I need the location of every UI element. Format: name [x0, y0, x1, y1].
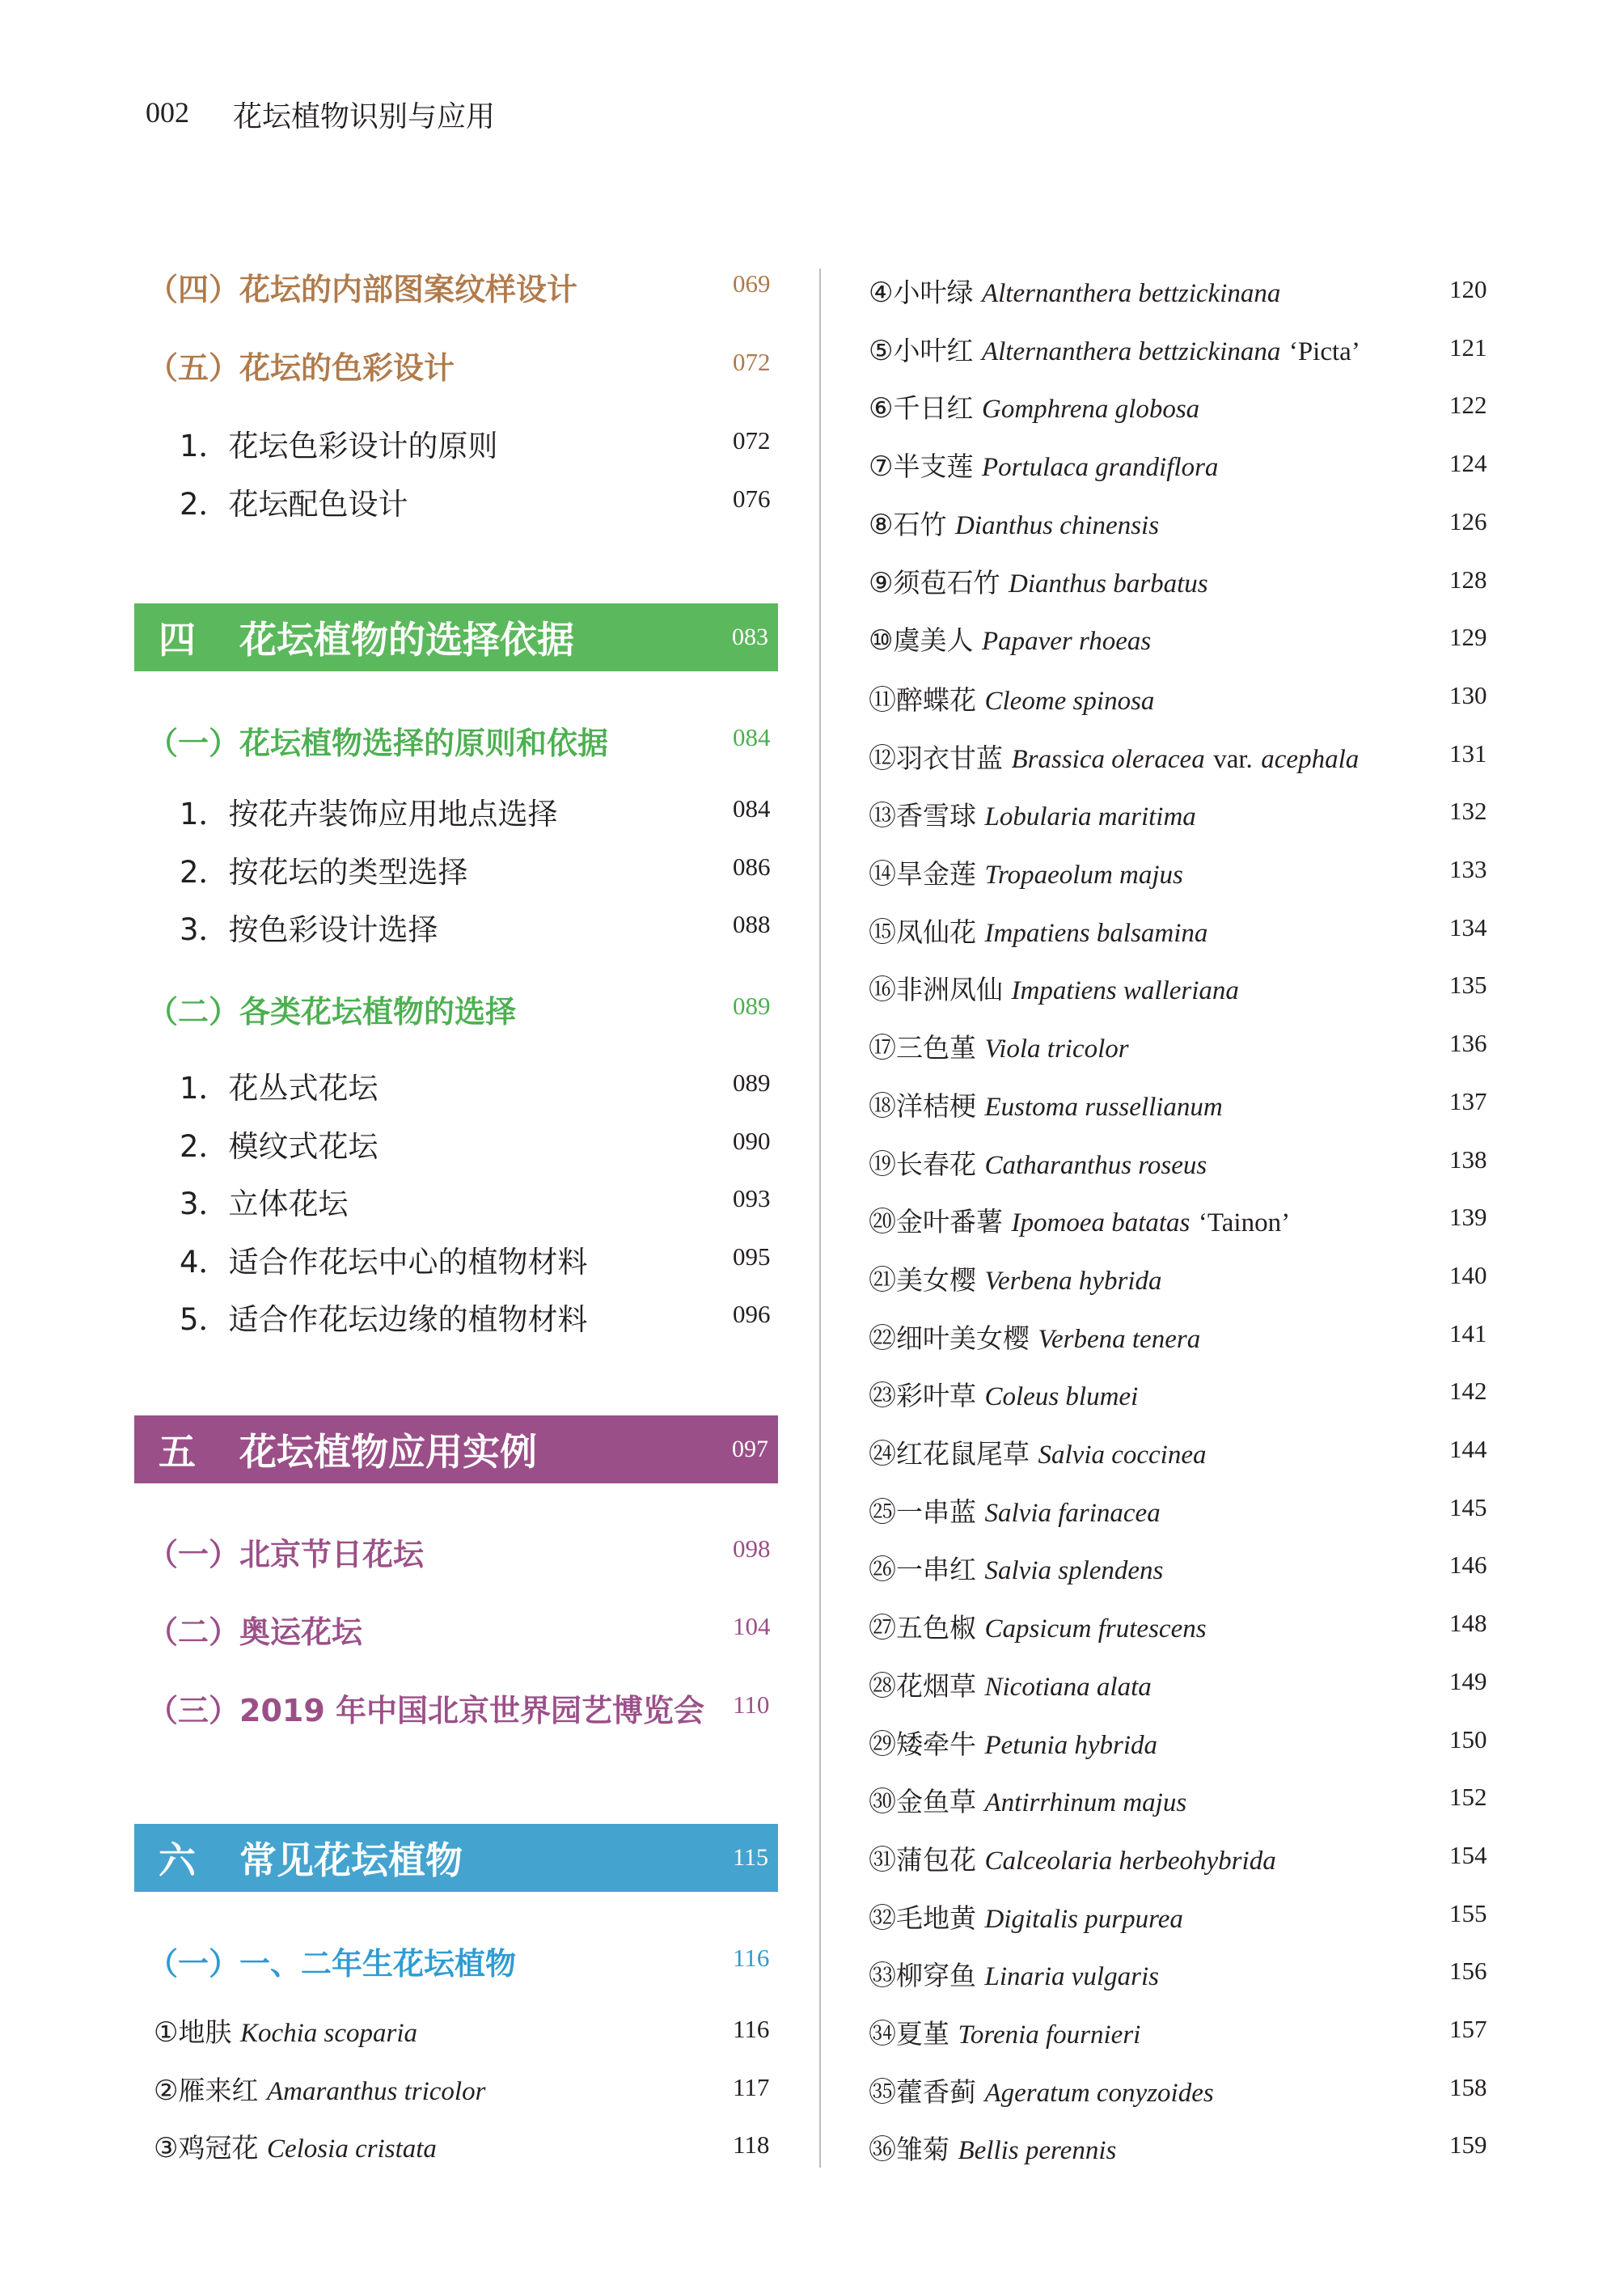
- plant-entry[interactable]: [869, 330, 1360, 368]
- plant-page: 126: [1449, 507, 1487, 535]
- section-title: 花坛植物的选择依据: [239, 618, 574, 662]
- plant-entry[interactable]: [869, 562, 1208, 600]
- toc-heading-page: 069: [733, 269, 771, 298]
- chinese-name: 地肤: [178, 2016, 232, 2048]
- chinese-name: 美女樱: [896, 1264, 976, 1296]
- plant-entry[interactable]: [869, 504, 1159, 542]
- toc-heading[interactable]: （一）花坛植物选择的原则和依据: [147, 726, 609, 761]
- plant-entry[interactable]: [869, 1779, 1186, 1819]
- plant-entry[interactable]: [869, 2127, 1116, 2167]
- latin-name: Coleus blumei: [984, 1382, 1139, 1411]
- plant-entry[interactable]: [154, 2070, 485, 2108]
- plant-entry[interactable]: [869, 910, 1207, 950]
- entry-number: ㉙: [869, 1728, 896, 1761]
- chinese-name: 凤仙花: [896, 916, 976, 948]
- toc-item[interactable]: 3．立体花坛: [180, 1187, 349, 1221]
- toc-heading-page: 084: [733, 723, 771, 751]
- entry-number: ⑦: [869, 451, 894, 483]
- plant-entry[interactable]: [869, 1199, 1290, 1239]
- plant-page: 121: [1449, 333, 1487, 362]
- toc-heading[interactable]: （三）2019 年中国北京世界园艺博览会: [147, 1693, 704, 1728]
- chinese-name: 旱金莲: [896, 858, 976, 890]
- latin-name: Portulaca grandiflora: [981, 453, 1219, 482]
- toc-item[interactable]: 3．按色彩设计选择: [180, 912, 438, 947]
- chinese-name: 非洲凤仙: [896, 974, 1003, 1005]
- latin-name: Ageratum conyzoides: [984, 2079, 1214, 2108]
- plant-page: 131: [1449, 739, 1487, 768]
- plant-page: 118: [733, 2130, 770, 2159]
- plant-page: 124: [1449, 449, 1487, 477]
- latin-name: Celosia cristata: [266, 2134, 437, 2164]
- chinese-name: 洋桔梗: [896, 1090, 976, 1122]
- entry-number: ⑧: [869, 509, 894, 541]
- latin-name: Impatiens balsamina: [984, 919, 1208, 948]
- plant-page: 139: [1449, 1203, 1487, 1231]
- chinese-name: 一串蓝: [896, 1496, 976, 1528]
- entry-number: ①: [154, 2016, 179, 2049]
- plant-page: 117: [733, 2073, 770, 2101]
- toc-item[interactable]: 2．按花坛的类型选择: [180, 855, 468, 890]
- entry-number: ⑫: [869, 742, 896, 775]
- entry-number: ②: [154, 2075, 179, 2107]
- toc-item-page: 089: [733, 1068, 771, 1097]
- entry-number: ⑬: [869, 800, 896, 832]
- latin-qualifier: var.: [1213, 745, 1253, 774]
- chinese-name: 羽衣甘蓝: [896, 742, 1003, 774]
- plant-page: 137: [1449, 1087, 1487, 1115]
- toc-item[interactable]: 1．花坛色彩设计的原则: [180, 429, 498, 463]
- plant-entry[interactable]: [869, 2012, 1140, 2051]
- entry-number: ㉔: [869, 1438, 896, 1470]
- latin-name: Kochia scoparia: [239, 2019, 418, 2048]
- plant-page: 159: [1449, 2130, 1487, 2159]
- plant-entry[interactable]: [869, 446, 1218, 484]
- entry-number: ⑳: [869, 1206, 896, 1238]
- chinese-name: 细叶美女樱: [896, 1322, 1030, 1354]
- entry-number: ㉟: [869, 2076, 896, 2109]
- plant-page: 141: [1449, 1319, 1487, 1347]
- toc-heading[interactable]: （五）花坛的色彩设计: [147, 350, 455, 386]
- chinese-name: 蒲包花: [896, 1844, 976, 1876]
- plant-entry[interactable]: [869, 793, 1196, 833]
- chinese-name: 虞美人: [893, 624, 974, 656]
- chinese-name: 五色椒: [896, 1612, 976, 1644]
- toc-heading[interactable]: （一）一、二年生花坛植物: [147, 1946, 517, 1982]
- latin-name: Cleome spinosa: [984, 687, 1155, 716]
- plant-page: 133: [1449, 855, 1487, 883]
- entry-number: ⑱: [869, 1090, 896, 1123]
- plant-entry[interactable]: [869, 736, 1359, 776]
- book-title: 花坛植物识别与应用: [233, 100, 496, 133]
- entry-number: ⑮: [869, 916, 896, 949]
- latin-name: Tropaeolum majus: [984, 861, 1183, 890]
- plant-entry[interactable]: [869, 852, 1183, 891]
- plant-page: 150: [1449, 1725, 1487, 1754]
- plant-entry[interactable]: [154, 2127, 437, 2165]
- toc-item-page: 096: [733, 1300, 771, 1328]
- toc-heading-page: 089: [733, 992, 771, 1020]
- plant-page: 130: [1449, 681, 1487, 709]
- latin-name: Verbena tenera: [1038, 1325, 1201, 1354]
- plant-entry[interactable]: [869, 387, 1199, 425]
- plant-entry[interactable]: [869, 1432, 1207, 1471]
- latin-name: Catharanthus roseus: [984, 1151, 1207, 1180]
- chinese-name: 醉蝶花: [896, 684, 976, 716]
- toc-item[interactable]: 1．花丛式花坛: [180, 1071, 379, 1106]
- entry-number: ④: [869, 277, 894, 309]
- toc-heading[interactable]: （二）奥运花坛: [147, 1614, 363, 1650]
- plant-page: 156: [1449, 1957, 1487, 1985]
- latin-name: Ipomoea batatas: [1011, 1208, 1191, 1237]
- toc-item-page: 076: [733, 484, 771, 513]
- section-title: 常见花坛植物: [239, 1838, 463, 1882]
- latin-name: Linaria vulgaris: [984, 1962, 1159, 1991]
- chinese-name: 藿香蓟: [896, 2076, 976, 2108]
- plant-page: 116: [733, 2015, 770, 2043]
- entry-number: ⑥: [869, 392, 894, 425]
- toc-item-page: 090: [733, 1127, 771, 1155]
- plant-entry[interactable]: [154, 2012, 417, 2050]
- toc-item-page: 072: [733, 426, 771, 455]
- plant-page: 122: [1449, 391, 1487, 419]
- plant-page: 158: [1449, 2073, 1487, 2101]
- latin-name: Bellis perennis: [958, 2136, 1117, 2165]
- latin-name: Brassica oleracea: [1011, 745, 1205, 774]
- chinese-name: 彩叶草: [896, 1380, 976, 1411]
- entry-number: ㊱: [869, 2134, 896, 2166]
- latin-name: Alternanthera bettzickinana: [981, 279, 1281, 308]
- latin-name: Dianthus chinensis: [954, 511, 1160, 540]
- entry-number: ㉘: [869, 1670, 896, 1703]
- toc-heading[interactable]: （一）北京节日花坛: [147, 1537, 425, 1572]
- latin-name: Lobularia maritima: [984, 802, 1196, 831]
- plant-page: 144: [1449, 1435, 1487, 1463]
- toc-heading[interactable]: （四）花坛的内部图案纹样设计: [147, 272, 578, 307]
- toc-item[interactable]: 5．适合作花坛边缘的植物材料: [180, 1302, 588, 1337]
- entry-number: ㉗: [869, 1612, 896, 1644]
- section-number: 六: [159, 1838, 196, 1882]
- plant-page: 134: [1449, 913, 1487, 941]
- chinese-name: 金叶番薯: [896, 1206, 1003, 1237]
- latin-name: Salvia splendens: [984, 1556, 1164, 1585]
- plant-entry[interactable]: [869, 272, 1280, 310]
- latin-name: Impatiens walleriana: [1011, 976, 1239, 1005]
- entry-number: ㉕: [869, 1496, 896, 1529]
- entry-number: ㉛: [869, 1844, 896, 1876]
- plant-entry[interactable]: [869, 1896, 1183, 1936]
- chinese-name: 千日红: [893, 392, 974, 424]
- toc-heading-page: 104: [733, 1612, 771, 1640]
- plant-page: 155: [1449, 1899, 1487, 1927]
- plant-page: 149: [1449, 1667, 1487, 1695]
- latin-qualifier: ‘Picta’: [1288, 337, 1360, 366]
- latin-name: Calceolaria herbeohybrida: [984, 1847, 1276, 1876]
- entry-number: ㉖: [869, 1554, 896, 1586]
- plant-page: 136: [1449, 1029, 1487, 1057]
- chinese-name: 雏菊: [896, 2134, 949, 2165]
- toc-item-page: 084: [733, 794, 771, 823]
- plant-page: 129: [1449, 623, 1487, 651]
- plant-page: 132: [1449, 797, 1487, 825]
- latin-name: Nicotiana alata: [984, 1673, 1152, 1702]
- latin-name: Salvia farinacea: [984, 1499, 1161, 1528]
- toc-heading[interactable]: （二）各类花坛植物的选择: [147, 994, 517, 1030]
- latin-name: Torenia fournieri: [958, 2020, 1141, 2050]
- latin-name: Salvia coccinea: [1038, 1441, 1207, 1470]
- toc-item[interactable]: 2．花坛配色设计: [180, 487, 408, 522]
- plant-entry[interactable]: [869, 2070, 1214, 2109]
- chinese-name: 一串红: [896, 1554, 976, 1585]
- chinese-name: 雁来红: [178, 2075, 259, 2106]
- chinese-name: 柳穿鱼: [896, 1960, 976, 1991]
- latin-name: Gomphrena globosa: [981, 395, 1200, 424]
- entry-number: ⑯: [869, 974, 896, 1006]
- toc-item[interactable]: 1．按花卉装饰应用地点选择: [180, 797, 558, 831]
- plant-page: 154: [1449, 1841, 1487, 1869]
- toc-heading-page: 098: [733, 1534, 771, 1563]
- latin-name: Eustoma russellianum: [984, 1093, 1223, 1122]
- entry-number: ㉓: [869, 1380, 896, 1412]
- chinese-name: 花烟草: [896, 1670, 976, 1702]
- latin-qualifier: ‘Tainon’: [1198, 1208, 1291, 1237]
- entry-number: ⑰: [869, 1032, 896, 1064]
- entry-number: ㉚: [869, 1786, 896, 1818]
- latin-name-epithet: acephala: [1261, 745, 1360, 774]
- toc-item-page: 093: [733, 1184, 771, 1212]
- toc-item-page: 088: [733, 910, 771, 938]
- latin-name: Alternanthera bettzickinana: [981, 337, 1281, 366]
- plant-page: 135: [1449, 971, 1487, 999]
- entry-number: ㉒: [869, 1322, 896, 1355]
- entry-number: ⑨: [869, 567, 894, 599]
- chinese-name: 鸡冠花: [178, 2132, 259, 2164]
- toc-heading-page: 116: [733, 1944, 770, 1972]
- latin-name: Digitalis purpurea: [984, 1905, 1183, 1934]
- plant-entry[interactable]: [869, 1953, 1159, 1993]
- entry-number: ㉜: [869, 1902, 896, 1935]
- plant-page: 146: [1449, 1551, 1487, 1579]
- section-page: 115: [733, 1844, 768, 1871]
- chinese-name: 红花鼠尾草: [896, 1438, 1030, 1470]
- plant-entry[interactable]: [869, 1373, 1138, 1413]
- entry-number: ㉑: [869, 1264, 896, 1297]
- section-page: 097: [732, 1436, 768, 1462]
- chinese-name: 小叶绿: [893, 277, 974, 308]
- chinese-name: 小叶红: [893, 335, 974, 366]
- plant-entry[interactable]: [869, 620, 1151, 658]
- plant-entry[interactable]: [869, 1722, 1157, 1762]
- plant-entry[interactable]: [869, 1142, 1207, 1182]
- toc-item[interactable]: 2．模纹式花坛: [180, 1129, 379, 1164]
- latin-name: Capsicum frutescens: [984, 1614, 1207, 1644]
- plant-entry[interactable]: [869, 678, 1154, 717]
- plant-page: 157: [1449, 2015, 1487, 2043]
- entry-number: ⑩: [869, 624, 894, 657]
- plant-entry[interactable]: [869, 1547, 1163, 1587]
- entry-number: ③: [154, 2132, 179, 2164]
- plant-page: 138: [1449, 1145, 1487, 1174]
- toc-heading-page: 072: [733, 348, 771, 376]
- chinese-name: 金鱼草: [896, 1786, 976, 1817]
- entry-number: ⑲: [869, 1149, 896, 1181]
- page-number: 002: [146, 96, 189, 129]
- plant-page: 140: [1449, 1261, 1487, 1289]
- plant-entry[interactable]: [869, 1084, 1223, 1123]
- plant-entry[interactable]: [869, 967, 1239, 1007]
- section-title: 花坛植物应用实例: [239, 1430, 537, 1474]
- entry-number: ㉞: [869, 2018, 896, 2050]
- entry-number: ⑭: [869, 858, 896, 891]
- chinese-name: 夏堇: [896, 2018, 949, 2050]
- chinese-name: 香雪球: [896, 800, 976, 831]
- plant-page: 142: [1449, 1377, 1487, 1405]
- chinese-name: 三色堇: [896, 1032, 976, 1064]
- chinese-name: 长春花: [896, 1149, 976, 1180]
- section-bar-4[interactable]: [134, 603, 778, 671]
- plant-page: 148: [1449, 1609, 1487, 1637]
- latin-name: Dianthus barbatus: [1008, 569, 1208, 599]
- latin-name: Amaranthus tricolor: [266, 2077, 486, 2106]
- latin-name: Papaver rhoeas: [981, 627, 1152, 656]
- section-number: 五: [159, 1430, 196, 1474]
- chinese-name: 半支莲: [893, 451, 974, 482]
- plant-page: 152: [1449, 1783, 1487, 1811]
- column-divider: [819, 269, 821, 2168]
- chinese-name: 毛地黄: [896, 1902, 976, 1934]
- entry-number: ⑤: [869, 335, 894, 367]
- plant-page: 128: [1449, 565, 1487, 594]
- section-page: 083: [732, 624, 768, 650]
- latin-name: Petunia hybrida: [984, 1731, 1158, 1760]
- latin-name: Viola tricolor: [984, 1034, 1129, 1064]
- plant-entry[interactable]: [869, 1490, 1161, 1529]
- latin-name: Verbena hybrida: [984, 1267, 1162, 1296]
- plant-page: 120: [1449, 275, 1487, 303]
- entry-number: ⑪: [869, 684, 896, 717]
- section-bar-6[interactable]: [134, 1824, 778, 1892]
- chinese-name: 石竹: [893, 509, 947, 540]
- plant-entry[interactable]: [869, 1258, 1162, 1297]
- plant-page: 145: [1449, 1493, 1487, 1521]
- plant-entry[interactable]: [869, 1316, 1200, 1356]
- toc-item[interactable]: 4．适合作花坛中心的植物材料: [180, 1245, 588, 1280]
- latin-name: Antirrhinum majus: [984, 1788, 1187, 1817]
- plant-entry[interactable]: [869, 1664, 1152, 1703]
- toc-heading-page: 110: [733, 1690, 770, 1719]
- toc-item-page: 086: [733, 852, 771, 881]
- chinese-name: 须苞石竹: [893, 567, 1000, 599]
- toc-item-page: 095: [733, 1242, 771, 1271]
- plant-entry[interactable]: [869, 1606, 1207, 1645]
- plant-entry[interactable]: [869, 1026, 1129, 1065]
- chinese-name: 矮牵牛: [896, 1728, 976, 1760]
- plant-entry[interactable]: [869, 1838, 1276, 1877]
- entry-number: ㉝: [869, 1960, 896, 1992]
- section-number: 四: [159, 618, 196, 662]
- section-bar-5[interactable]: [134, 1415, 778, 1483]
